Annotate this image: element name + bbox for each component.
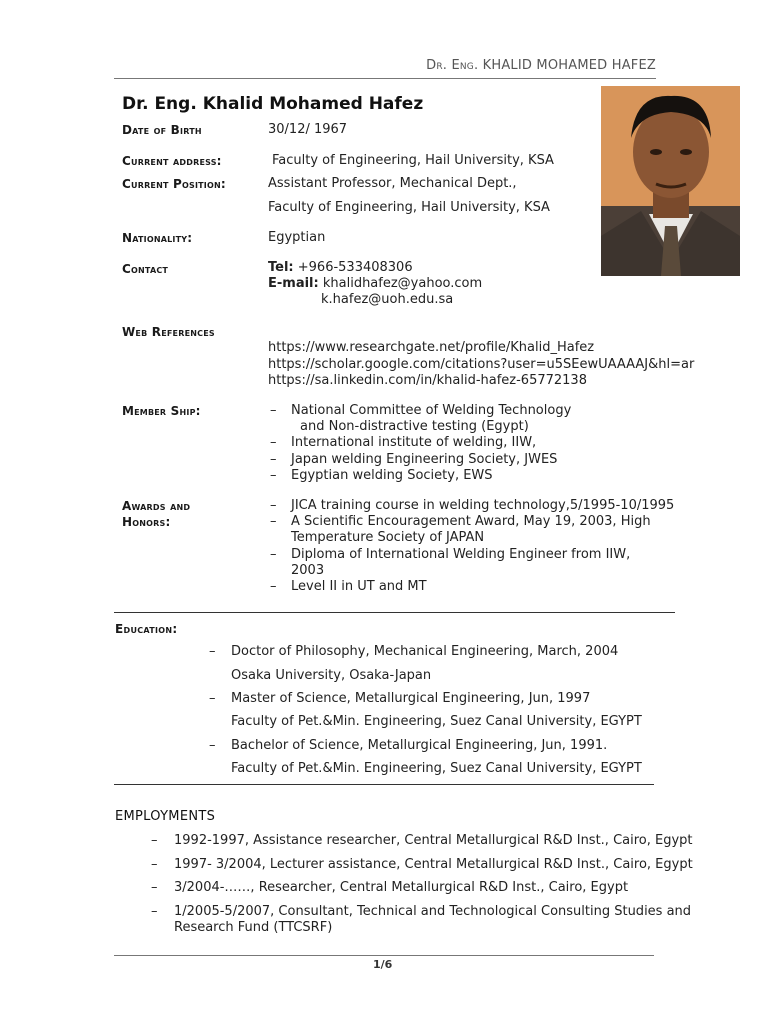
list-bullet: – [270, 452, 277, 467]
list-bullet: – [270, 435, 277, 450]
education-degree: Doctor of Philosophy, Mechanical Engineering, March, 2004 [231, 644, 619, 659]
awards-label-line2: Honors: [122, 515, 171, 529]
list-bullet: – [209, 644, 216, 659]
section-divider [114, 612, 675, 613]
email-line [268, 276, 482, 291]
email-label: E-mail: [268, 276, 319, 291]
education-institution: Faculty of Pet.&Min. Engineering, Suez Canal University, EGYPT [231, 714, 642, 729]
membership-item: International institute of welding, IIW, [291, 435, 537, 450]
membership-label: Member Ship: [122, 404, 201, 418]
list-bullet: – [151, 904, 158, 919]
membership-item: Japan welding Engineering Society, JWES [291, 452, 558, 467]
profile-photo [601, 86, 740, 276]
web-label: Web References [122, 325, 215, 339]
list-bullet: – [270, 514, 277, 529]
education-degree: Master of Science, Metallurgical Engineering, Jun, 1997 [231, 691, 591, 706]
list-bullet: – [209, 691, 216, 706]
section-divider [114, 784, 654, 785]
education-title: Education: [115, 622, 178, 636]
nationality-label: Nationality: [122, 231, 193, 245]
list-bullet: – [151, 880, 158, 895]
list-bullet: – [209, 738, 216, 753]
award-item: A Scientific Encouragement Award, May 19, 2003, High [291, 514, 651, 529]
tel-line [268, 260, 413, 275]
membership-item-cont: and Non-distractive testing (Egypt) [300, 419, 529, 434]
award-item: JICA training course in welding technology,5/1995-10/1995 [291, 498, 675, 513]
position-label: Current Position: [122, 177, 226, 191]
tel-label: Tel: [268, 260, 294, 275]
education-institution: Osaka University, Osaka-Japan [231, 668, 432, 683]
footer-rule [114, 955, 654, 956]
person-name: Dr. Eng. Khalid Mohamed Hafez [122, 94, 424, 114]
list-bullet: – [270, 468, 277, 483]
dob-label: Date of Birth [122, 123, 202, 137]
employment-item: 3/2004-……, Researcher, Central Metallurgical R&D Inst., Cairo, Egypt [174, 880, 629, 895]
education-institution: Faculty of Pet.&Min. Engineering, Suez Canal University, EGYPT [231, 761, 642, 776]
address-value: Faculty of Engineering, Hail University, KSA [272, 153, 554, 168]
list-bullet: – [151, 833, 158, 848]
education-degree: Bachelor of Science, Metallurgical Engineering, Jun, 1991. [231, 738, 608, 753]
awards-label-line1: Awards and [122, 499, 191, 513]
header-rule [114, 78, 656, 79]
employment-item: 1992-1997, Assistance researcher, Central Metallurgical R&D Inst., Cairo, Egypt [174, 833, 693, 848]
web-link-researchgate[interactable]: https://www.researchgate.net/profile/Khalid_Hafez [268, 340, 595, 355]
list-bullet: – [270, 579, 277, 594]
email-value-1[interactable]: khalidhafez@yahoo.com [322, 276, 483, 291]
list-bullet: – [270, 403, 277, 418]
employment-item: 1/2005-5/2007, Consultant, Technical and Technological Consulting Studies and [174, 904, 692, 919]
list-bullet: – [270, 547, 277, 562]
list-bullet: – [151, 857, 158, 872]
award-item: Level II in UT and MT [291, 579, 427, 594]
nationality-value: Egyptian [268, 230, 326, 245]
running-header: Dr. Eng. KHALID MOHAMED HAFEZ [426, 58, 656, 73]
web-link-scholar[interactable]: https://scholar.google.com/citations?user=u5SEewUAAAAJ&hl=ar [268, 357, 695, 372]
tel-value: +966-533408306 [297, 260, 413, 275]
dob-value: 30/12/ 1967 [268, 122, 348, 137]
web-link-linkedin[interactable]: https://sa.linkedin.com/in/khalid-hafez-65772138 [268, 373, 587, 388]
award-item-cont: 2003 [291, 563, 325, 578]
award-item: Diploma of International Welding Engineer from IIW, [291, 547, 631, 562]
position-value-1: Assistant Professor, Mechanical Dept., [268, 176, 517, 191]
contact-label: Contact [122, 262, 169, 276]
address-label: Current address: [122, 154, 222, 168]
page-number: 1/6 [373, 958, 393, 971]
membership-item: National Committee of Welding Technology [291, 403, 572, 418]
list-bullet: – [270, 498, 277, 513]
membership-item: Egyptian welding Society, EWS [291, 468, 493, 483]
employment-item: 1997- 3/2004, Lecturer assistance, Central Metallurgical R&D Inst., Cairo, Egypt [174, 857, 693, 872]
employments-title: EMPLOYMENTS [115, 809, 216, 824]
employment-item-cont: Research Fund (TTCSRF) [174, 920, 333, 935]
award-item-cont: Temperature Society of JAPAN [291, 530, 485, 545]
position-value-2: Faculty of Engineering, Hail University, KSA [268, 200, 550, 215]
email-value-2[interactable]: k.hafez@uoh.edu.sa [321, 292, 454, 307]
